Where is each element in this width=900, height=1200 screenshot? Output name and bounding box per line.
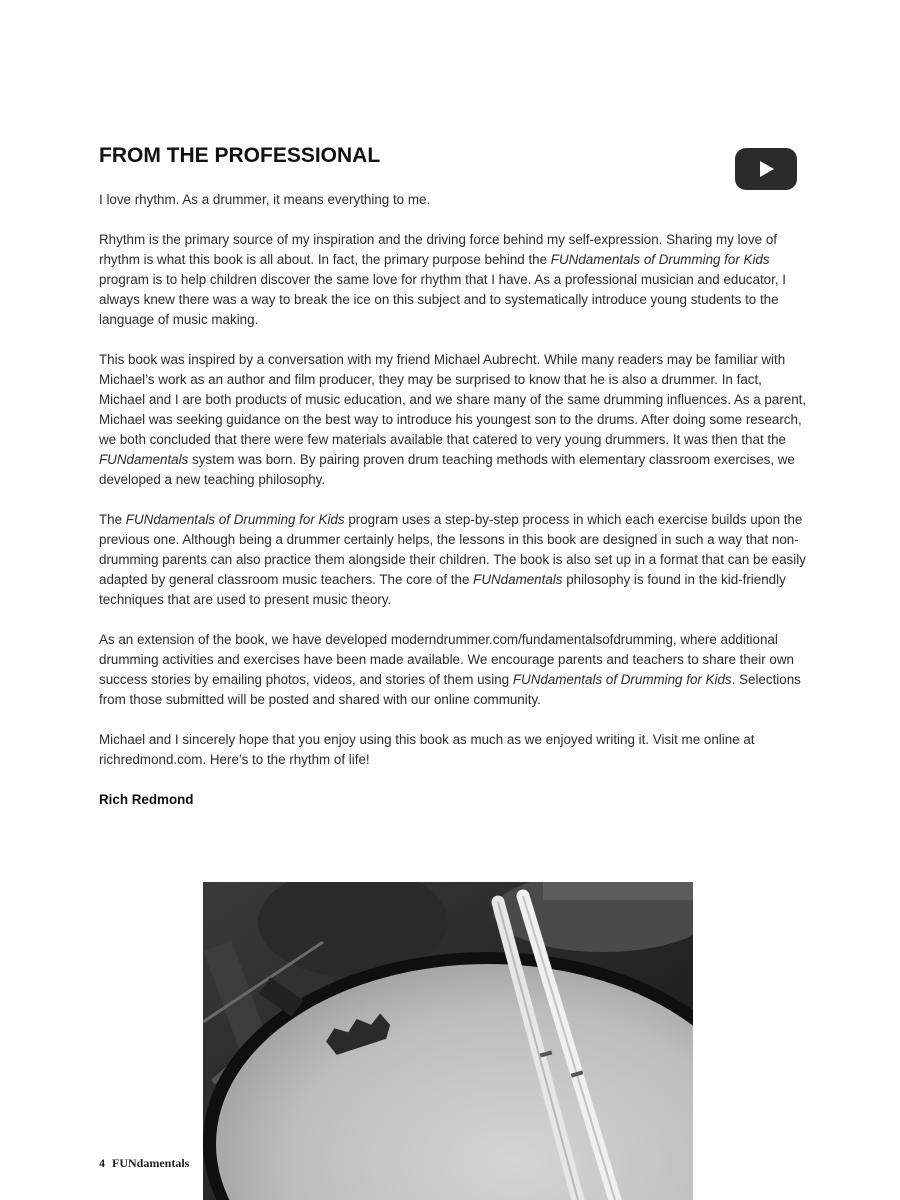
paragraph-6: Michael and I sincerely hope that you enjoy using this book as much as we enjoyed writing it. Visit me online at richredmond.com. Here’s to the rhythm of life! xyxy=(99,732,755,767)
book-title: FUNdamentals of Drumming for Kids xyxy=(550,252,770,267)
author-signature: Rich Redmond xyxy=(99,792,194,807)
book-title: FUNdamentals xyxy=(99,452,189,467)
video-play-button[interactable] xyxy=(735,148,797,190)
play-icon xyxy=(735,148,797,190)
page-number: 4 xyxy=(99,1156,105,1170)
drum-illustration xyxy=(203,882,693,1200)
article-body xyxy=(99,190,811,830)
book-title: FUNdamentals of Drumming for Kids xyxy=(512,672,732,687)
book-title: FUNdamentals of Drumming for Kids xyxy=(125,512,345,527)
snare-drum-photo xyxy=(203,882,693,1200)
page-title: FROM THE PROFESSIONAL xyxy=(99,144,381,167)
running-title: FUNdamentals xyxy=(112,1156,190,1170)
paragraph-5: As an extension of the book, we have developed moderndrummer.com/fundamentalsofdrumming, where additional drumming activities and exercises have been made available. We encourage parents and teachers to share their own success stories by emailing photos, videos, and stories of them using FUNdamentals of Drumming for Kids. Selections from those submitted will be posted and shared with our online community. xyxy=(99,632,801,707)
paragraph-3: This book was inspired by a conversation with my friend Michael Aubrecht. While many readers may be familiar with Michael’s work as an author and film producer, they may be surprised to know that he is also a drummer. In fact, Michael and I are both products of music education, and we share many of the same drumming influences. As a parent, Michael was seeking guidance on the best way to introduce his youngest son to the drums. After doing some research, we both concluded that there were few materials available that catered to very young drummers. It was then that the FUNdamentals system was born. By pairing proven drum teaching methods with elementary classroom exercises, we developed a new teaching philosophy. xyxy=(99,352,807,487)
paragraph-4: The FUNdamentals of Drumming for Kids program uses a step-by-step process in which each exercise builds upon the previous one. Although being a drummer certainly helps, the lessons in this book are designed in such a way that non-drumming parents can also practice them alongside their children. The book is also set up in a format that can be easily adapted by general classroom music teachers. The core of the FUNdamentals philosophy is found in the kid-friendly techniques that are used to present music theory. xyxy=(99,512,806,607)
paragraph-2: Rhythm is the primary source of my inspiration and the driving force behind my self-expression. Sharing my love of rhythm is what this book is all about. In fact, the primary purpose behind the FUNdamentals of Drumming for Kids program is to help children discover the same love for rhythm that I have. As a professional musician and educator, I always knew there was a way to break the ice on this subject and to systematically introduce young students to the language of music making. xyxy=(99,232,786,327)
book-title: FUNdamentals xyxy=(473,572,563,587)
page-footer xyxy=(99,1156,189,1171)
paragraph-1: I love rhythm. As a drummer, it means everything to me. xyxy=(99,192,431,207)
